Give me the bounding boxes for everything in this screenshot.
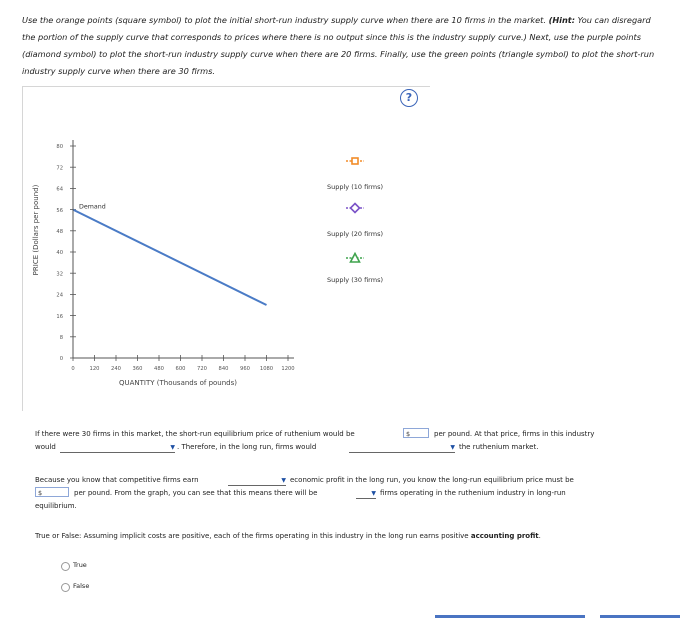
scroll-indicator: [435, 615, 585, 618]
q2-text-e: equilibrium.: [35, 502, 77, 510]
demand-curve-line: [73, 210, 267, 305]
chevron-down-icon: ▼: [371, 490, 376, 497]
diamond-icon: [345, 202, 365, 214]
q3-prompt-a: True or False: Assuming implicit costs are positive, each of the firms operating in this industry in the long run earns positive: [35, 532, 471, 540]
q1-price-input[interactable]: [403, 428, 429, 438]
q3-prompt-bold: accounting profit: [470, 532, 539, 540]
instructions-text: [22, 12, 662, 80]
x-tick-label: 600: [175, 366, 186, 372]
radio-false[interactable]: [61, 583, 70, 592]
q1-profit-dropdown[interactable]: [60, 443, 175, 453]
y-tick-label: 8: [59, 335, 63, 341]
x-axis-label: QUANTITY (Thousands of pounds): [118, 379, 238, 387]
q1-would: would: [35, 443, 56, 451]
q2-currency: $: [38, 489, 43, 497]
hint-label: (Hint:: [548, 15, 575, 25]
triangle-icon: [345, 252, 365, 264]
instructions-part1: Use the orange points (square symbol) to plot the initial short-run industry supply curve when there are 10 firms in the market.: [22, 15, 549, 25]
q2-text-d: firms operating in the ruthenium industry in long-run: [380, 489, 566, 497]
y-tick-label: 24: [56, 292, 63, 299]
instructions-part2: You can disregard the portion of the supply curve that corresponds to prices where there is no output since this is the industry supply curve.) Next, use the purple points (diamond symbol) to plot the short-run industry supply curve when there are 20 firms. Finally, use the green points (triangle symbol) to plot the short-run industry supply curve when there are 30 firms.: [22, 15, 655, 76]
y-tick-label: 56: [56, 207, 63, 214]
q2-text-a: Because you know that competitive firms earn: [35, 476, 199, 484]
x-tick-label: 240: [111, 366, 121, 372]
q2-firms-dropdown[interactable]: [356, 489, 376, 499]
legend-label: Supply (20 firms): [327, 230, 383, 238]
y-tick-label: 48: [56, 229, 63, 235]
legend-symbol-square[interactable]: [345, 152, 365, 171]
radio-false-label: False: [73, 582, 90, 590]
supply-demand-chart[interactable]: [22, 90, 322, 390]
scroll-indicator-2: [600, 615, 680, 618]
q3-prompt: [35, 530, 541, 542]
legend-marker: [351, 204, 360, 213]
y-tick-label: 64: [56, 186, 63, 193]
y-tick-label: 40: [56, 250, 63, 257]
x-tick-label: 360: [132, 366, 143, 372]
y-tick-label: 72: [56, 165, 63, 172]
legend-label: Supply (10 firms): [327, 183, 383, 191]
x-tick-label: 1080: [259, 366, 274, 372]
x-tick-label: 960: [240, 366, 250, 372]
q1-text-a: If there were 30 firms in this market, the short-run equilibrium price of ruthenium would be: [35, 430, 355, 438]
legend-marker: [351, 254, 360, 263]
y-tick-label: 0: [59, 356, 63, 363]
x-tick-label: 0: [71, 366, 75, 372]
q1-line1: [35, 428, 355, 440]
q1-currency: $: [406, 430, 411, 438]
q1-text-b: per pound. At that price, firms in this industry: [434, 430, 595, 438]
y-tick-label: 32: [56, 271, 63, 278]
radio-true-label: True: [73, 561, 87, 569]
q3-prompt-c: .: [538, 532, 541, 540]
chevron-down-icon: ▼: [281, 477, 286, 484]
chevron-down-icon: ▼: [170, 444, 175, 451]
x-tick-label: 480: [154, 366, 164, 372]
q2-text-c: per pound. From the graph, you can see that this means there will be: [74, 489, 318, 497]
q1-tail: the ruthenium market.: [459, 443, 539, 451]
q2-profit-dropdown[interactable]: [228, 476, 286, 486]
help-icon[interactable]: ?: [400, 89, 418, 107]
square-icon: [345, 155, 365, 167]
x-tick-label: 840: [218, 366, 229, 372]
q1-entry-exit-dropdown[interactable]: [349, 443, 455, 453]
y-tick-label: 80: [56, 144, 63, 151]
legend-label: Supply (30 firms): [327, 276, 383, 284]
radio-true[interactable]: [61, 562, 70, 571]
q2-text-b: economic profit in the long run, you know the long-run equilibrium price must be: [290, 476, 574, 484]
y-axis-label: PRICE (Dollars per pound): [32, 184, 40, 276]
y-tick-label: 16: [56, 313, 63, 320]
q1-therefore: . Therefore, in the long run, firms would: [177, 443, 317, 451]
demand-curve-label: Demand: [79, 203, 106, 211]
x-tick-label: 120: [89, 366, 100, 372]
legend-symbol-triangle[interactable]: [345, 249, 365, 268]
x-tick-label: 720: [197, 366, 207, 372]
chevron-down-icon: ▼: [450, 444, 455, 451]
legend-symbol-diamond[interactable]: [345, 199, 365, 218]
q2-price-input[interactable]: [35, 487, 69, 497]
x-tick-label: 1200: [281, 366, 295, 372]
legend-marker: [352, 158, 358, 164]
